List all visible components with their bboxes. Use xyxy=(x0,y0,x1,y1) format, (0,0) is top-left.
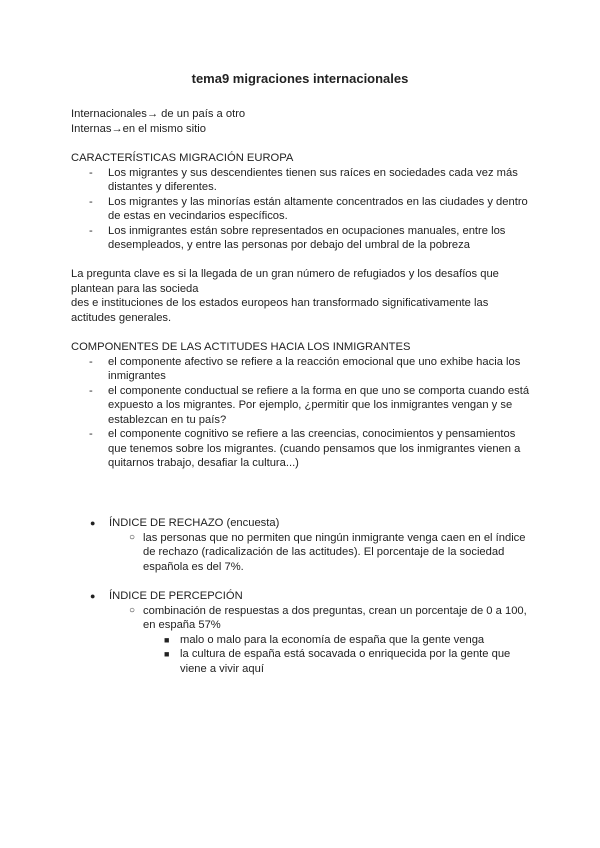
square-marker: ■ xyxy=(164,649,170,659)
circle-marker: ○ xyxy=(129,531,136,543)
sub-item: ○ las personas que no permiten que ningún inmigrante venga caen en el índice de rechazo (radicalización de las actitudes). El porcentaje de la sociedad española es del 7%. xyxy=(129,531,526,573)
circle-marker: ○ xyxy=(129,604,136,616)
index-heading: ÍNDICE DE PERCEPCIÓN xyxy=(109,590,243,602)
dash-list xyxy=(71,355,531,471)
list-item: - el componente cognitivo se refiere a las creencias, conocimientos y pensamientos que tenemos sobre los migrantes. (cuando pensamos que los inmigrantes vienen a quitarnos trabajo, desafiar la cultura...) xyxy=(89,428,521,469)
bullet-item xyxy=(71,516,531,531)
dash-list xyxy=(71,166,531,253)
dash-marker: - xyxy=(89,195,93,208)
dash-marker: - xyxy=(89,166,93,179)
sub-sub-item: ■ la cultura de españa está socavada o enriquecida por la gente que viene a vivir aquí xyxy=(164,648,511,675)
list-item: - Los migrantes y las minorías están altamente concentrados en las ciudades y dentro de estas en vecindarios específicos. xyxy=(89,195,528,222)
dash-marker: - xyxy=(89,224,93,237)
index-heading: ÍNDICE DE RECHAZO (encuesta) xyxy=(109,517,280,529)
document-title: tema9 migraciones internacionales xyxy=(191,71,409,86)
list-item: - Los migrantes y sus descendientes tienen sus raíces en sociedades cada vez más distantes y diferentes. xyxy=(89,166,518,193)
definition-line: Internacionales→ de un país a otro xyxy=(71,108,246,120)
section-heading: COMPONENTES DE LAS ACTITUDES HACIA LOS INMIGRANTES xyxy=(71,341,411,353)
dash-marker: - xyxy=(89,428,93,440)
bullet-marker: ● xyxy=(90,518,96,528)
dash-marker: - xyxy=(89,384,93,397)
list-item: - Los inmigrantes están sobre representados en ocupaciones manuales, entre los desempleados, y entre las personas por debajo del umbral de la pobreza xyxy=(89,224,506,251)
section-heading: CARACTERÍSTICAS MIGRACIÓN EUROPA xyxy=(71,152,294,164)
list-item: - el componente conductual se refiere a la forma en que uno se comporta cuando está expuesto a los migrantes. Por ejemplo, ¿permitir que los inmigrantes vengan y se establezcan en tu país? xyxy=(89,384,530,426)
index-rechazo xyxy=(71,516,531,574)
key-question-paragraph: La pregunta clave es si la llegada de un gran número de refugiados y los desafíos que plantean para las socieda des e instituciones de los estados europeos han transformado significativamente las actitudes generales. xyxy=(71,268,499,324)
section-caracteristicas xyxy=(71,151,531,253)
definition-line: Internas→en el mismo sitio xyxy=(71,122,206,135)
list-item: - el componente afectivo se refiere a la reacción emocional que uno exhibe hacia los inmigrantes xyxy=(89,355,521,382)
index-percepcion xyxy=(71,589,531,676)
dash-marker: - xyxy=(89,355,93,368)
definitions xyxy=(71,107,531,136)
bullet-marker: ● xyxy=(90,591,96,601)
square-marker: ■ xyxy=(164,634,170,645)
section-componentes xyxy=(71,340,531,471)
sub-sub-item: ■ malo o malo para la economía de españa que la gente venga xyxy=(164,633,485,646)
bullet-item xyxy=(71,589,531,604)
sub-item: ○ combinación de respuestas a dos preguntas, crean un porcentaje de 0 a 100, en españa 57% xyxy=(129,604,527,631)
